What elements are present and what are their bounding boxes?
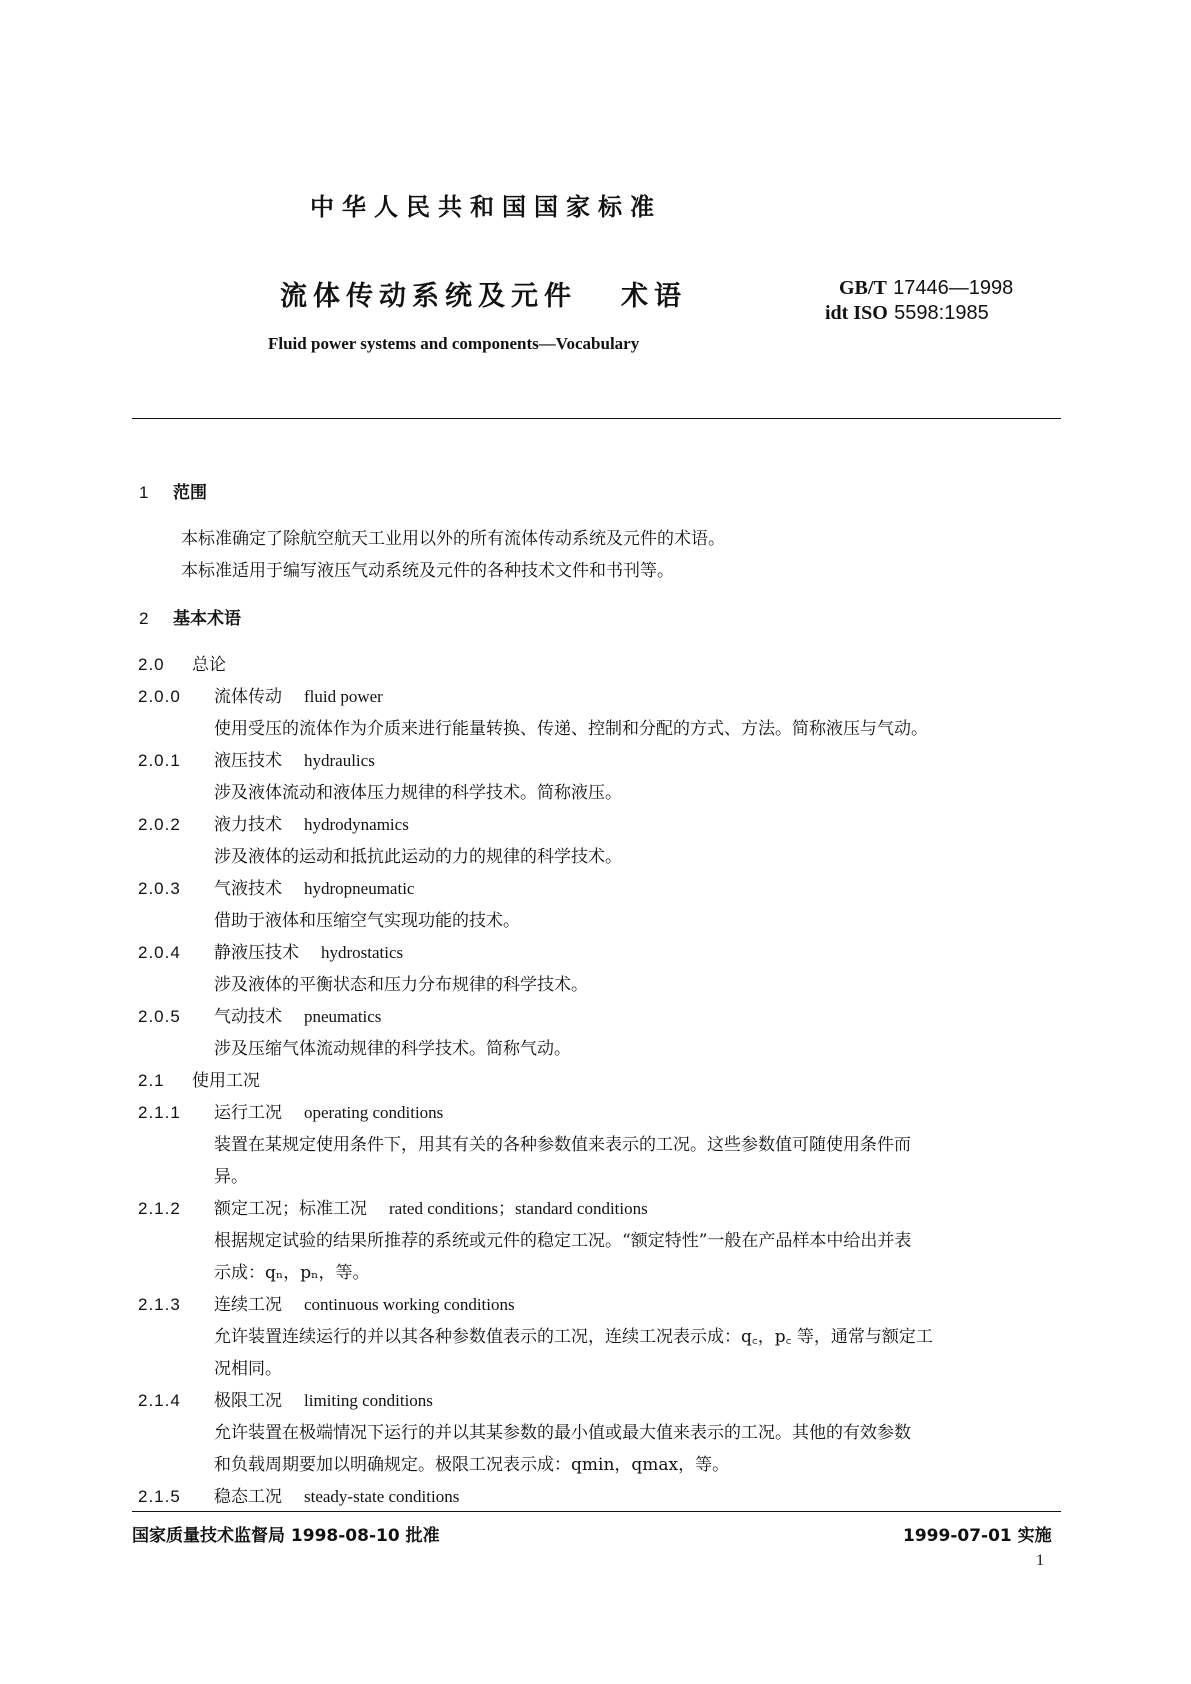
term-2-1-4-definition-line-1: 允许装置在极端情况下运行的并以其某参数的最小值或最大值来表示的工况。其他的有效参数 xyxy=(214,1423,911,1443)
term-2-0-1 xyxy=(138,746,375,771)
document-title-zh xyxy=(280,274,687,313)
term-2-0-5 xyxy=(138,1002,381,1027)
idt-number: 5598:1985 xyxy=(894,302,989,324)
term-en: hydropneumatic xyxy=(304,879,415,898)
term-2-0-5-definition: 涉及压缩气体流动规律的科学技术。简称气动。 xyxy=(214,1039,571,1059)
term-number: 2.0.3 xyxy=(138,879,181,898)
term-number: 2.1.3 xyxy=(138,1295,181,1314)
term-2-1-4-definition-line-2: 和负载周期要加以明确规定。极限工况表示成：qmin，qmax，等。 xyxy=(214,1455,730,1475)
term-2-1-3-definition-line-2: 况相同。 xyxy=(214,1359,282,1379)
section-1-paragraph-1: 本标准确定了除航空航天工业用以外的所有流体传动系统及元件的术语。 xyxy=(181,529,725,549)
term-en: hydrostatics xyxy=(321,943,404,962)
term-number: 2.1.1 xyxy=(138,1103,181,1122)
term-zh: 液压技术 xyxy=(214,751,282,771)
term-zh: 静液压技术 xyxy=(214,943,299,963)
term-2-0-4 xyxy=(138,938,403,963)
term-2-1-3 xyxy=(138,1290,515,1315)
title-zh-main: 流体传动系统及元件 xyxy=(280,281,577,312)
term-2-1-5 xyxy=(138,1482,459,1507)
term-zh: 气动技术 xyxy=(214,1007,282,1027)
term-zh: 稳态工况 xyxy=(214,1487,282,1507)
subsection-number: 2.0 xyxy=(138,655,165,674)
term-en: hydrodynamics xyxy=(304,815,409,834)
term-zh: 极限工况 xyxy=(214,1391,282,1411)
term-2-1-2-definition-line-2: 示成：qₙ，pₙ，等。 xyxy=(214,1263,370,1283)
term-zh: 液力技术 xyxy=(214,815,282,835)
implementation-date: 1999-07-01 实施 xyxy=(903,1526,1052,1546)
term-en: pneumatics xyxy=(304,1007,382,1026)
term-en: continuous working conditions xyxy=(304,1295,515,1314)
term-number: 2.0.2 xyxy=(138,815,181,834)
subsection-2-1-heading xyxy=(138,1066,260,1091)
term-2-0-3-definition: 借助于液体和压缩空气实现功能的技术。 xyxy=(214,911,520,931)
section-1-number: 1 xyxy=(139,483,149,502)
subsection-title: 使用工况 xyxy=(192,1071,260,1091)
term-number: 2.1.4 xyxy=(138,1391,181,1410)
term-en: operating conditions xyxy=(304,1103,444,1122)
standard-code xyxy=(825,275,1013,325)
code-prefix: GB/T xyxy=(839,277,887,299)
term-zh: 额定工况；标准工况 xyxy=(214,1199,367,1219)
page-number: 1 xyxy=(1036,1552,1044,1569)
term-en: limiting conditions xyxy=(304,1391,433,1410)
subsection-number: 2.1 xyxy=(138,1071,165,1090)
term-2-1-2-definition-line-1: 根据规定试验的结果所推荐的系统或元件的稳定工况。“额定特性”一般在产品样本中给出并表 xyxy=(214,1231,912,1251)
term-2-0-0 xyxy=(138,682,383,707)
national-standard-title: 中华人民共和国国家标准 xyxy=(310,193,662,221)
term-2-1-1-definition-line-1: 装置在某规定使用条件下，用其有关的各种参数值来表示的工况。这些参数值可随使用条件而 xyxy=(214,1135,911,1155)
term-2-0-4-definition: 涉及液体的平衡状态和压力分布规律的科学技术。 xyxy=(214,975,588,995)
term-2-0-1-definition: 涉及液体流动和液体压力规律的科学技术。简称液压。 xyxy=(214,783,622,803)
header-divider xyxy=(132,418,1061,419)
subsection-2-0-heading xyxy=(138,650,226,675)
term-zh: 连续工况 xyxy=(214,1295,282,1315)
section-1-paragraph-2: 本标准适用于编写液压气动系统及元件的各种技术文件和书刊等。 xyxy=(181,561,674,581)
term-2-0-0-definition: 使用受压的流体作为介质来进行能量转换、传递、控制和分配的方式、方法。简称液压与气动。 xyxy=(214,719,928,739)
code-number: 17446—1998 xyxy=(893,277,1014,299)
term-2-1-2 xyxy=(138,1194,648,1219)
term-en: steady-state conditions xyxy=(304,1487,460,1506)
term-zh: 气液技术 xyxy=(214,879,282,899)
term-en: rated conditions；standard conditions xyxy=(389,1199,648,1218)
term-2-1-3-definition-line-1: 允许装置连续运行的并以其各种参数值表示的工况，连续工况表示成：q꜀，p꜀ 等，通常与额定工 xyxy=(214,1327,933,1347)
approval-text: 国家质量技术监督局 1998-08-10 批准 xyxy=(132,1526,440,1546)
term-2-0-2-definition: 涉及液体的运动和抵抗此运动的力的规律的科学技术。 xyxy=(214,847,622,867)
term-number: 2.0.1 xyxy=(138,751,181,770)
term-2-1-1 xyxy=(138,1098,443,1123)
term-en: fluid power xyxy=(304,687,383,706)
idt-prefix: idt ISO xyxy=(825,302,888,324)
document-title-en: Fluid power systems and components—Vocabulary xyxy=(268,334,640,353)
footer-divider xyxy=(132,1511,1061,1512)
term-en: hydraulics xyxy=(304,751,375,770)
term-number: 2.0.4 xyxy=(138,943,181,962)
subsection-title: 总论 xyxy=(192,655,226,675)
section-1-title: 范围 xyxy=(173,483,207,503)
term-2-0-3 xyxy=(138,874,414,899)
section-2-title: 基本术语 xyxy=(173,609,241,629)
term-2-0-2 xyxy=(138,810,409,835)
section-2-number: 2 xyxy=(139,609,149,628)
title-zh-sub: 术语 xyxy=(621,281,687,312)
term-number: 2.0.0 xyxy=(138,687,181,706)
section-2-heading xyxy=(139,604,241,629)
term-2-1-1-definition-line-2: 异。 xyxy=(214,1167,248,1187)
term-number: 2.1.2 xyxy=(138,1199,181,1218)
term-zh: 流体传动 xyxy=(214,687,282,707)
term-number: 2.0.5 xyxy=(138,1007,181,1026)
term-zh: 运行工况 xyxy=(214,1103,282,1123)
section-1-heading xyxy=(139,478,207,503)
term-number: 2.1.5 xyxy=(138,1487,181,1506)
term-2-1-4 xyxy=(138,1386,433,1411)
